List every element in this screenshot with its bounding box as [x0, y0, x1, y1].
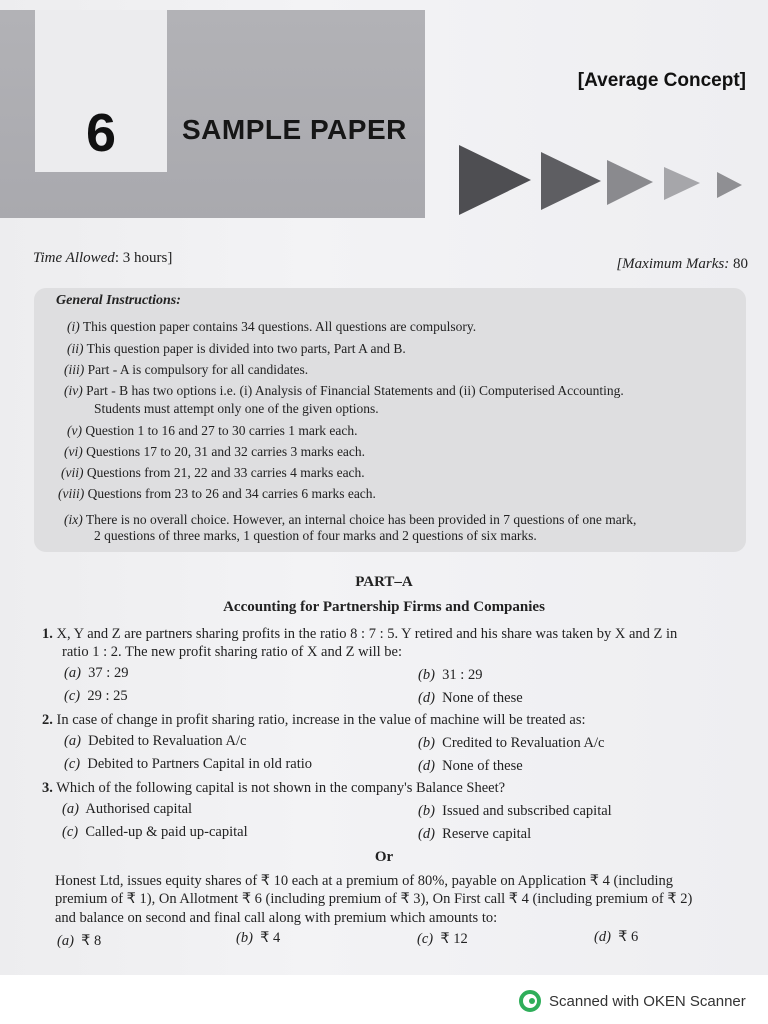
arrow-triangles-decoration	[0, 0, 768, 230]
instruction-item: (vii) Questions from 21, 22 and 33 carries 4 marks each.	[61, 465, 365, 480]
scanner-watermark	[519, 990, 746, 1012]
chapter-number: 6	[85, 103, 117, 163]
option: (b) 31 : 29	[418, 667, 483, 683]
maximum-marks: [Maximum Marks: 80	[616, 256, 748, 272]
instruction-item: (iii) Part - A is compulsory for all candidates.	[64, 362, 309, 377]
triangle-icon	[664, 167, 700, 200]
time-allowed: Time Allowed: 3 hours]	[33, 250, 173, 266]
instruction-item: Students must attempt only one of the given options.	[94, 401, 379, 416]
option: (b) ₹ 4	[236, 930, 281, 946]
option: (c) Called-up & paid up-capital	[62, 824, 248, 840]
option: (b) Credited to Revaluation A/c	[418, 735, 605, 751]
part-subtitle: Accounting for Partnership Firms and Companies	[223, 599, 545, 615]
or-separator: Or	[374, 849, 394, 865]
triangle-icon	[607, 160, 653, 205]
instructions-heading: General Instructions:	[56, 293, 181, 308]
instruction-item: 2 questions of three marks, 1 question of four marks and 2 questions of six marks.	[94, 528, 537, 543]
option: (b) Issued and subscribed capital	[418, 803, 612, 819]
option: (c) ₹ 12	[417, 931, 468, 947]
or-question-line-2: premium of ₹ 1), On Allotment ₹ 6 (including premium of ₹ 3), On First call ₹ 4 (including premium of ₹ 2)	[55, 891, 693, 907]
option: (a) Authorised capital	[62, 801, 193, 817]
option: (c) 29 : 25	[64, 688, 128, 704]
scanner-watermark-text: Scanned with OKEN Scanner	[549, 992, 746, 1010]
oken-logo-icon	[519, 990, 541, 1012]
or-question-line-3: and balance on second and final call along with premium which amounts to:	[55, 910, 498, 926]
option: (a) ₹ 8	[57, 933, 102, 949]
option: (c) Debited to Partners Capital in old ratio	[64, 756, 313, 772]
option: (a) 37 : 29	[64, 665, 129, 681]
triangle-icon	[541, 152, 601, 210]
concept-label: [Average Concept]	[577, 70, 746, 91]
triangle-icon	[459, 145, 531, 215]
part-heading: PART–A	[355, 574, 413, 590]
question-2: 2. In case of change in profit sharing ratio, increase in the value of machine will be treated as:	[42, 712, 586, 728]
triangle-icon	[717, 172, 742, 198]
question-3: 3. Which of the following capital is not shown in the company's Balance Sheet?	[42, 780, 506, 796]
option: (d) Reserve capital	[418, 826, 532, 842]
page-title: SAMPLE PAPER	[182, 114, 407, 145]
instruction-item: (i) This question paper contains 34 questions. All questions are compulsory.	[67, 319, 477, 334]
or-question-line-1: Honest Ltd, issues equity shares of ₹ 10 each at a premium of 80%, payable on Application ₹ 4 (including	[55, 873, 674, 889]
option: (a) Debited to Revaluation A/c	[64, 733, 247, 749]
question-1: 1. X, Y and Z are partners sharing profits in the ratio 8 : 7 : 5. Y retired and his share was taken by X and Z in	[42, 626, 678, 642]
option: (d) None of these	[418, 690, 523, 706]
instruction-item: (vi) Questions 17 to 20, 31 and 32 carries 3 marks each.	[64, 444, 366, 459]
instruction-item: (iv) Part - B has two options i.e. (i) Analysis of Financial Statements and (ii) Computerised Accounting.	[64, 383, 624, 398]
instruction-item: (viii) Questions from 23 to 26 and 34 carries 6 marks each.	[58, 486, 376, 501]
instruction-item: (v) Question 1 to 16 and 27 to 30 carries 1 mark each.	[67, 423, 358, 438]
option: (d) None of these	[418, 758, 523, 774]
option: (d) ₹ 6	[594, 929, 639, 945]
instruction-item: (ix) There is no overall choice. However, an internal choice has been provided in 7 questions of one mark,	[64, 512, 637, 527]
question-1-line-2: ratio 1 : 2. The new profit sharing ratio of X and Z will be:	[62, 644, 402, 660]
instruction-item: (ii) This question paper is divided into two parts, Part A and B.	[67, 341, 406, 356]
